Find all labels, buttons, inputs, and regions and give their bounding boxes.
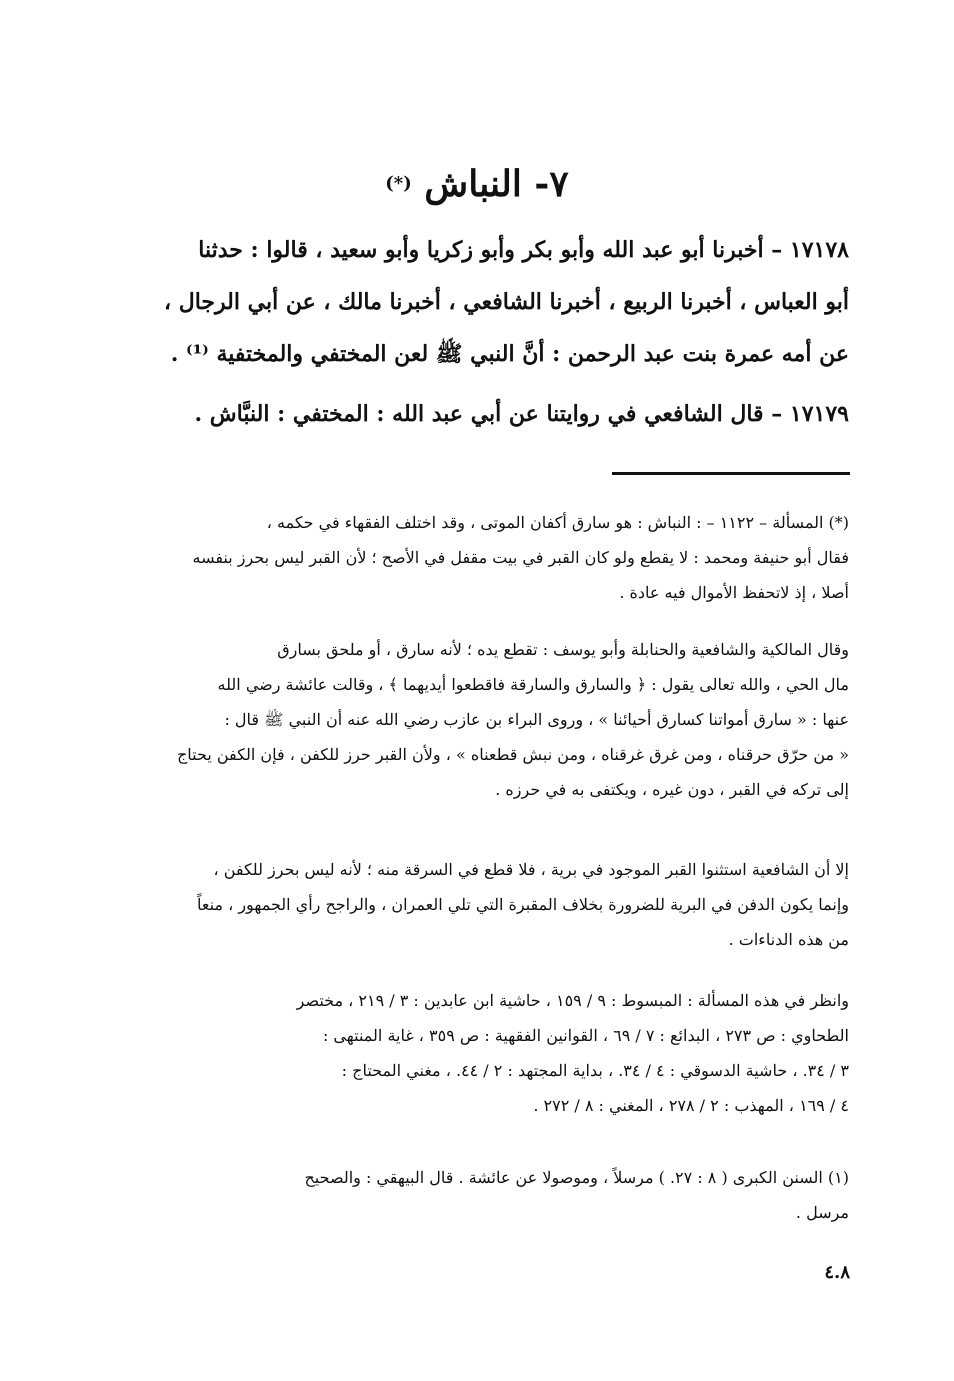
footnote-line: عنها : « سارق أمواتنا كسارق أحيائنا » ، وروى البراء بن عازب رضي الله عنه أن النبي ﷺ قال : bbox=[224, 710, 849, 729]
footnote-line: الطحاوي : ص ٢٧٣ ، البدائع : ٧ / ٦٩ ، القوانين الفقهية : ص ٣٥٩ ، غاية المنتهى : bbox=[322, 1026, 849, 1045]
footnote-issue bbox=[104, 505, 849, 610]
chapter-title-text: ٧- النباش bbox=[424, 163, 569, 205]
footnote-line: « من حرّق حرقناه ، ومن غرق غرقناه ، ومن نبش قطعناه » ، ولأن القبر حرز للكفن ، فإن الكفن يحتاج bbox=[176, 745, 849, 764]
footnote-line: إلى تركه في القبر ، دون غيره ، ويكتفى به في حرزه . bbox=[495, 780, 849, 799]
text-line: أبو العباس ، أخبرنا الربيع ، أخبرنا الشافعي ، أخبرنا مالك ، عن أبي الرجال ، bbox=[163, 289, 849, 315]
chapter-title bbox=[0, 160, 954, 208]
footnote-line: وانظر في هذه المسألة : المبسوط : ٩ / ١٥٩ ، حاشية ابن عابدين : ٣ / ٢١٩ ، مختصر bbox=[296, 991, 849, 1010]
footnote-line: ٣ / ٣٤. ، حاشية الدسوقي : ٤ / ٣٤. ، بداية المجتهد : ٢ / ٤٤. ، مغني المحتاج : bbox=[341, 1061, 849, 1080]
text-line: عن أمه عمرة بنت عبد الرحمن : أنَّ النبي ﷺ لعن المختفي والمختفية ⁽¹⁾ . bbox=[170, 341, 849, 367]
footnote-line: ٤ / ١٦٩ ، المهذب : ٢ / ٢٧٨ ، المغني : ٨ / ٢٧٢ . bbox=[533, 1096, 849, 1115]
text-line: ١٧١٧٨ – أخبرنا أبو عبد الله وأبو بكر وأبو زكريا وأبو سعيد ، قالوا : حدثنا bbox=[198, 237, 849, 263]
footnote-line: مال الحي ، والله تعالى يقول : ﴿ والسارق والسارقة فاقطعوا أيديهما ﴾ ، وقالت عائشة رضي الله bbox=[217, 675, 849, 694]
footnote-line: وقال المالكية والشافعية والحنابلة وأبو يوسف : تقطع يده ؛ لأنه سارق ، أو ملحق بسارق bbox=[277, 640, 849, 659]
footnote-line: فقال أبو حنيفة ومحمد : لا يقطع ولو كان القبر في بيت مقفل في الأصح ؛ لأن القبر ليس بحرز بنفسه bbox=[192, 548, 849, 567]
footnote-line: من هذه الدناءات . bbox=[728, 930, 849, 949]
footnote-references bbox=[104, 983, 849, 1123]
footnote-line: مرسل . bbox=[795, 1203, 849, 1222]
footnote-1 bbox=[104, 1160, 849, 1230]
footnote-majority-view bbox=[104, 632, 849, 807]
footnote-divider bbox=[612, 472, 850, 475]
page-number: ٤.٨ bbox=[824, 1262, 850, 1283]
footnote-shafii-exception bbox=[104, 852, 849, 957]
hadith-paragraph-17179 bbox=[104, 388, 849, 440]
footnote-line: (١) السنن الكبرى ( ٨ : ٢٧. ) مرسلاً ، وموصولا عن عائشة . قال البيهقي : والصحيح bbox=[304, 1168, 849, 1187]
footnote-line: أصلا ، إذ لاتحفظ الأموال فيه عادة . bbox=[619, 583, 849, 602]
hadith-paragraph-17178 bbox=[104, 224, 849, 380]
title-note-mark: (*) bbox=[385, 173, 412, 194]
footnote-line: (*) المسألة – ١١٢٢ – : النباش : هو سارق أكفان الموتى ، وقد اختلف الفقهاء في حكمه ، bbox=[266, 513, 849, 532]
footnote-line: إلا أن الشافعية استثنوا القبر الموجود في برية ، فلا قطع في السرقة منه ؛ لأنه ليس بحرز للكفن ، bbox=[213, 860, 849, 879]
text-line: ١٧١٧٩ – قال الشافعي في روايتنا عن أبي عبد الله : المختفي : النبَّاش . bbox=[194, 401, 849, 427]
footnote-line: وإنما يكون الدفن في البرية للضرورة بخلاف المقبرة التي تلي العمران ، والراجح رأي الجمهور ، منعاً bbox=[197, 895, 849, 914]
